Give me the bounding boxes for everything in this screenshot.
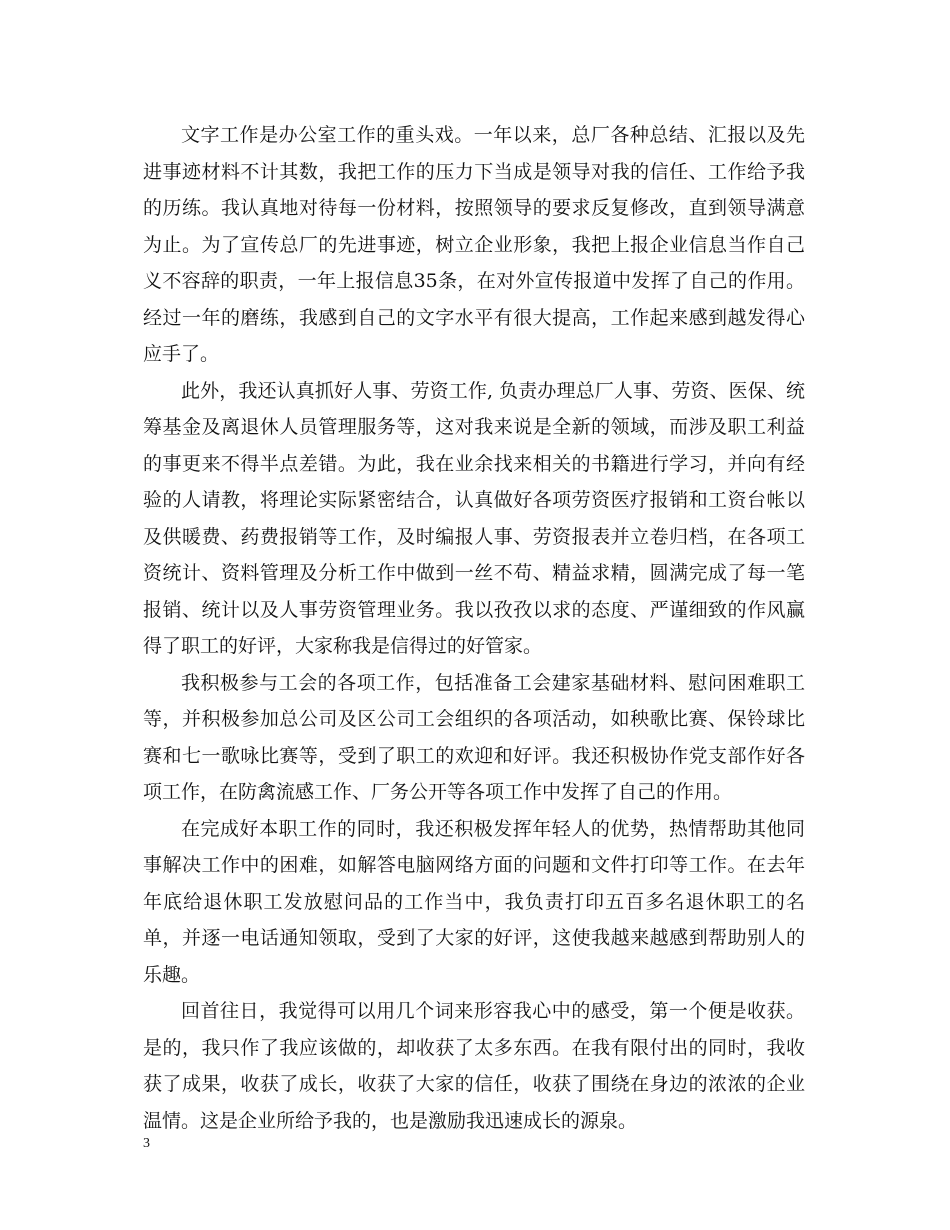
page-number: 3 [143, 1136, 150, 1151]
paragraph-union-work: 我积极参与工会的各项工作，包括准备工会建家基础材料、慰问困难职工等，并积极参加总公司及区公司工会组织的各项活动，如秧歌比赛、保铃球比赛和七一歌咏比赛等，受到了职工的欢迎和好评。我还积极协作党支部作好各项工作，在防禽流感工作、厂务公开等各项工作中发挥了自己的作用。 [143, 671, 805, 803]
paragraph-personnel-work: 此外，我还认真抓好人事、劳资工作, 负责办理总厂人事、劳资、医保、统筹基金及离退休人员管理服务等，这对我来说是全新的领域，而涉及职工利益的事更来不得半点差错。为此，我在业余找来相关的书籍进行学习，并向有经验的人请教，将理论实际紧密结合，认真做好各项劳资医疗报销和工资台帐以及供暖费、药费报销等工作，及时编报人事、劳资报表并立卷归档，在各项工资统计、资料管理及分析工作中做到一丝不苟、精益求精，圆满完成了每一笔报销、统计以及人事劳资管理业务。我以孜孜以求的态度、严谨细致的作风赢得了职工的好评，大家称我是信得过的好管家。 [143, 379, 805, 657]
paragraph-helping-colleagues: 在完成好本职工作的同时，我还积极发挥年轻人的优势，热情帮助其他同事解决工作中的困难，如解答电脑网络方面的问题和文件打印等工作。在去年年底给退休职工发放慰问品的工作当中，我负责打印五百多名退休职工的名单，并逐一电话通知领取，受到了大家的好评，这使我越来越感到帮助别人的乐趣。 [143, 817, 805, 986]
paragraph-writing-work: 文字工作是办公室工作的重头戏。一年以来，总厂各种总结、汇报以及先进事迹材料不计其数，我把工作的压力下当成是领导对我的信任、工作给予我的历练。我认真地对待每一份材料，按照领导的要求反复修改，直到领导满意为止。为了宣传总厂的先进事迹，树立企业形象，我把上报企业信息当作自己义不容辞的职责，一年上报信息35条，在对外宣传报道中发挥了自己的作用。经过一年的磨练，我感到自己的文字水平有很大提高，工作起来感到越发得心应手了。 [143, 124, 805, 365]
document-body [143, 117, 805, 1139]
paragraph-reflection: 回首往日，我觉得可以用几个词来形容我心中的感受，第一个便是收获。是的，我只作了我应该做的，却收获了太多东西。在我有限付出的同时，我收获了成果，收获了成长，收获了大家的信任，收获了围绕在身边的浓浓的企业温情。这是企业所给予我的，也是激励我迅速成长的源泉。 [143, 1000, 805, 1132]
